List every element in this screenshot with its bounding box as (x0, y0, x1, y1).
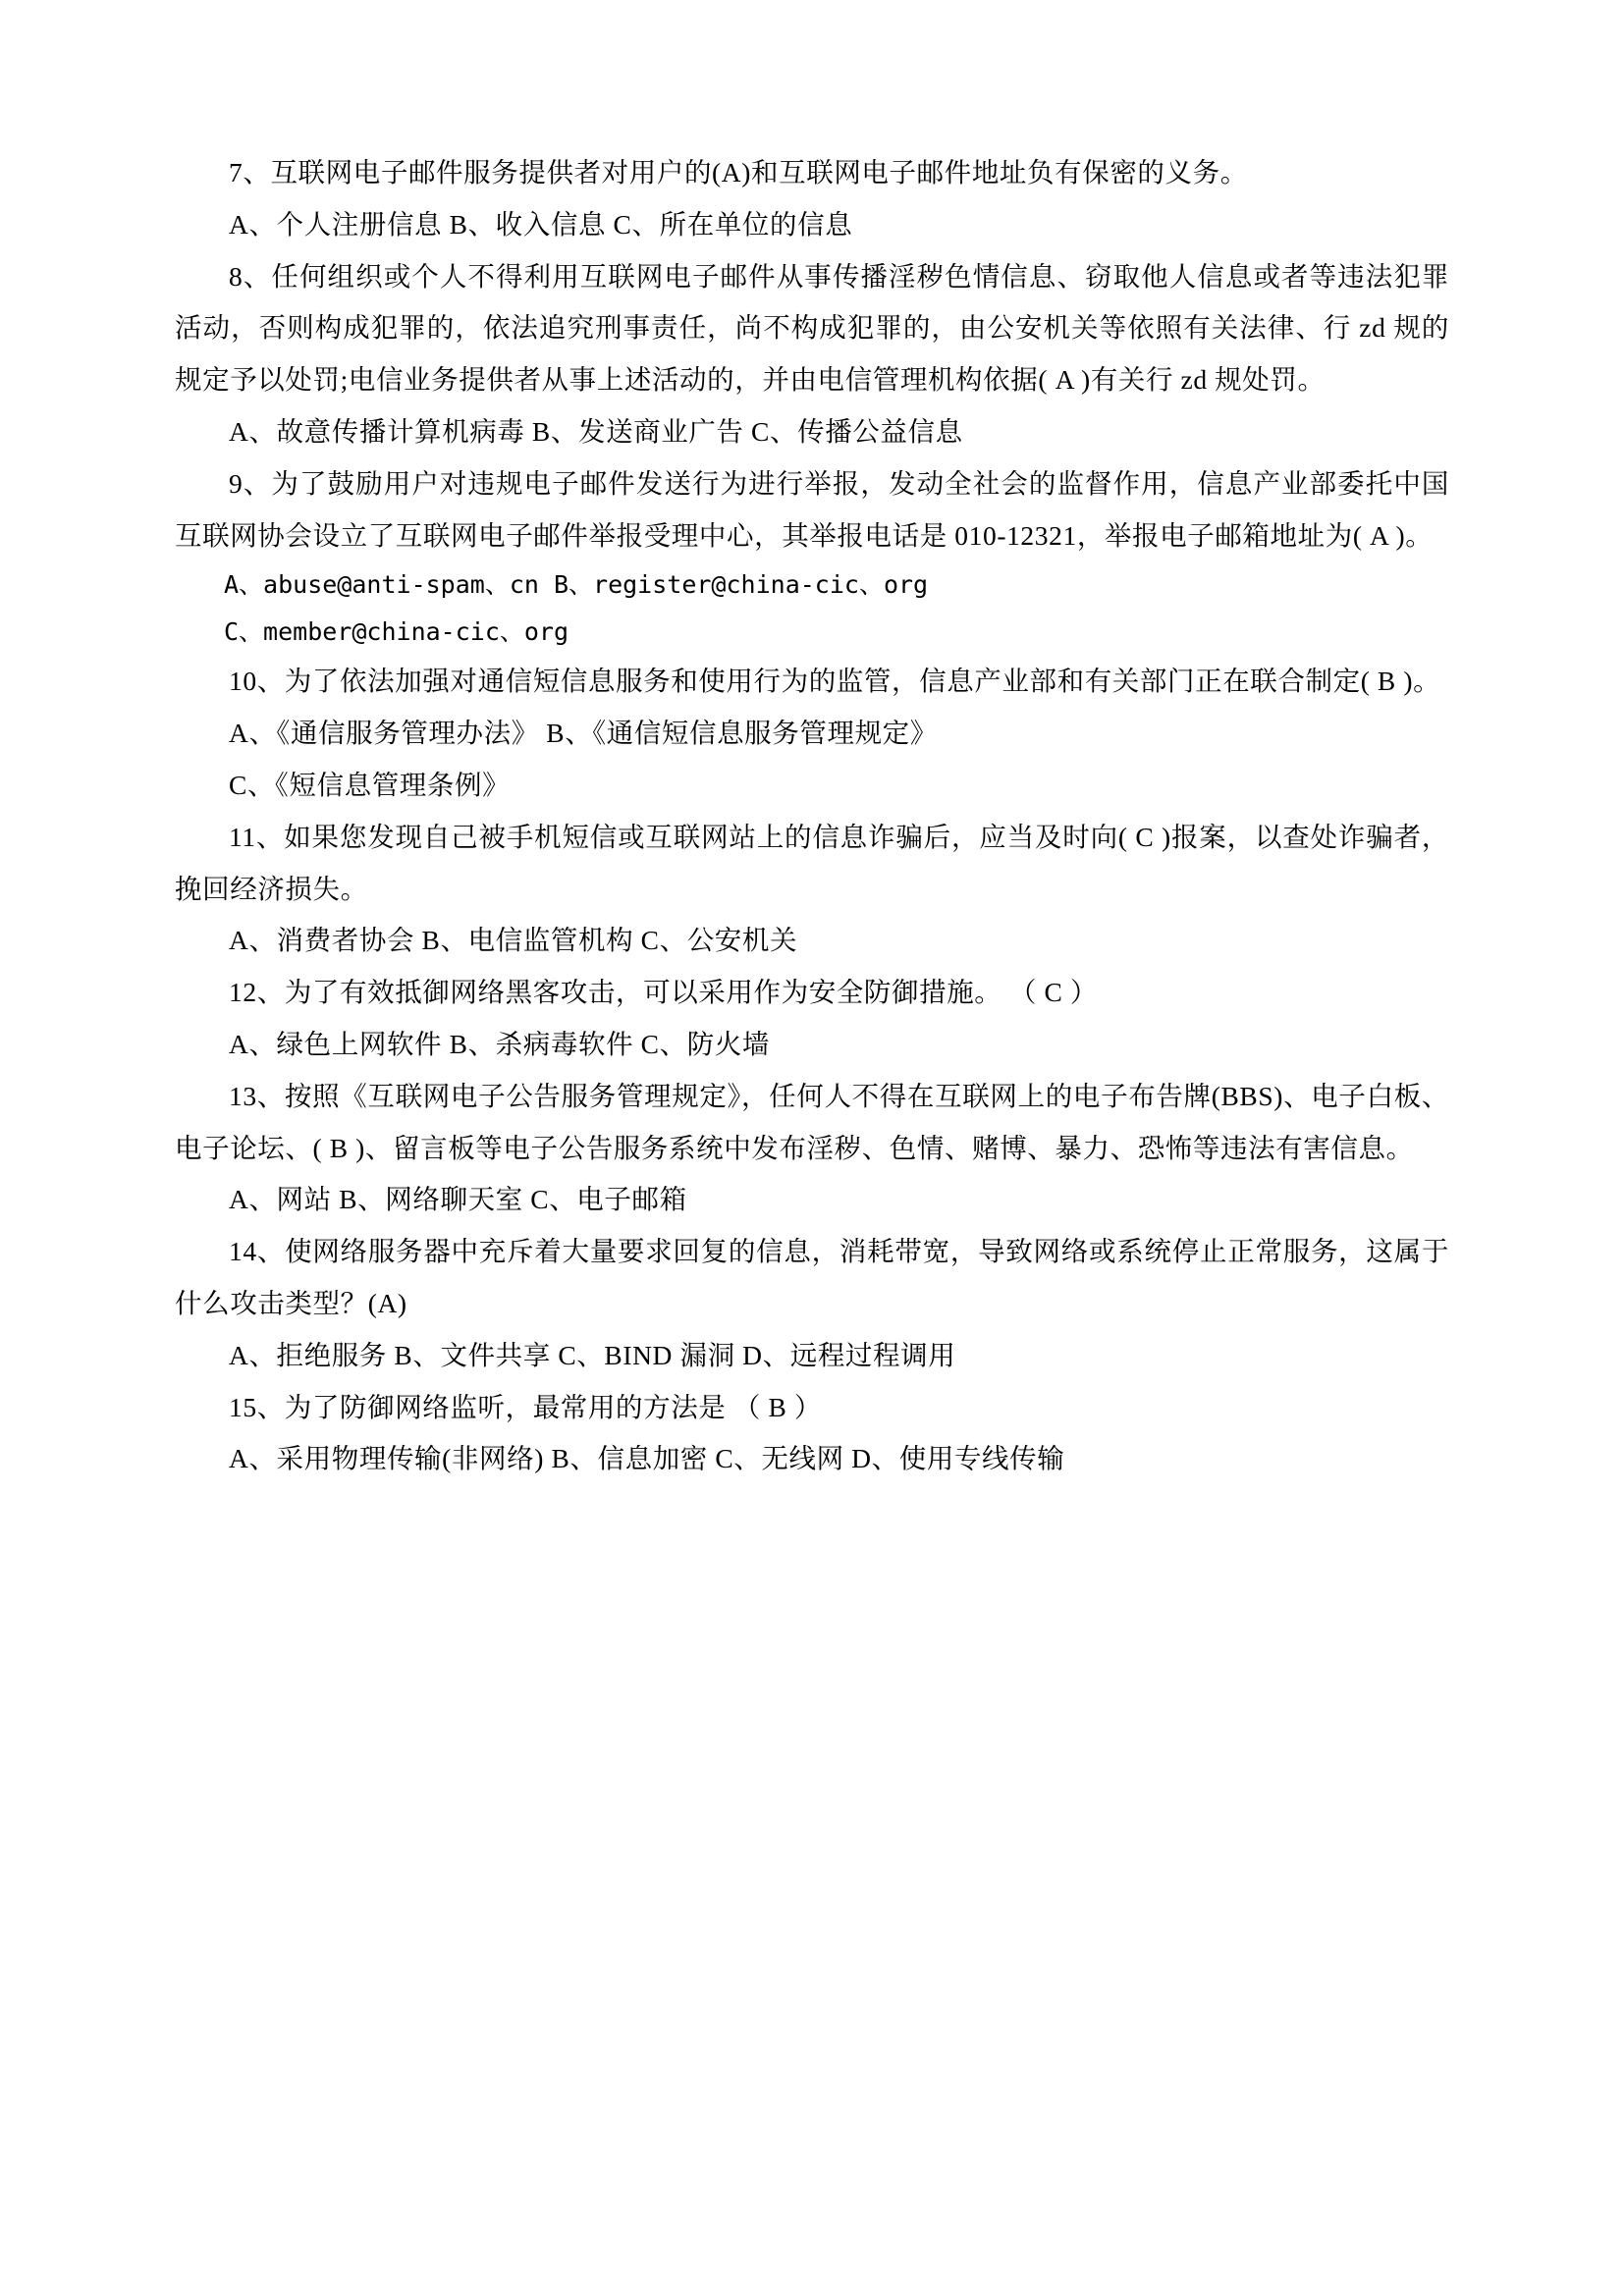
question-10-options-c: C、《短信息管理条例》 (229, 769, 511, 800)
question-8-options: A、故意传播计算机病毒 B、发送商业广告 C、传播公益信息 (229, 415, 963, 447)
question-15: 15、为了防御网络监听，最常用的方法是 （ B ） (229, 1391, 822, 1422)
question-13: 13、按照《互联网电子公告服务管理规定》，任何人不得在互联网上的电子布告牌(BBS)、电子白板、电子论坛、( B )、留言板等电子公告服务系统中发布淫秽、色情、赌博、暴力、恐怖等违法有害信息。 (175, 1080, 1449, 1163)
question-9-options-c: C、member@china-cic、org (224, 617, 569, 647)
question-14-options: A、拒绝服务 B、文件共享 C、BIND 漏洞 D、远程过程调用 (229, 1339, 956, 1370)
question-9-options-ab: A、abuse@anti-spam、cn B、register@china-cic、org (224, 570, 929, 600)
question-15-options: A、采用物理传输(非网络) B、信息加密 C、无线网 D、使用专线传输 (229, 1443, 1065, 1474)
document-body (175, 147, 1449, 1485)
question-10-options-ab: A、《通信服务管理办法》 B、《通信短信息服务管理规定》 (229, 718, 938, 749)
question-12: 12、为了有效抵御网络黑客攻击，可以采用作为安全防御措施。 （ C ） (229, 977, 1098, 1008)
question-7-options: A、个人注册信息 B、收入信息 C、所在单位的信息 (229, 208, 853, 240)
question-11: 11、如果您发现自己被手机短信或互联网站上的信息诈骗后，应当及时向( C )报案，以查处诈骗者，挽回经济损失。 (175, 821, 1449, 904)
question-8: 8、任何组织或个人不得利用互联网电子邮件从事传播淫秽色情信息、窃取他人信息或者等违法犯罪活动，否则构成犯罪的，依法追究刑事责任，尚不构成犯罪的，由公安机关等依照有关法律、行 zd 规的规定予以处罚;电信业务提供者从事上述活动的，并由电信管理机构依据( A )有关行 zd 规处罚。 (175, 260, 1449, 396)
question-12-options: A、绿色上网软件 B、杀病毒软件 C、防火墙 (229, 1028, 770, 1059)
question-7: 7、互联网电子邮件服务提供者对用户的(A)和互联网电子邮件地址负有保密的义务。 (229, 157, 1248, 187)
question-14: 14、使网络服务器中充斥着大量要求回复的信息，消耗带宽，导致网络或系统停止正常服务，这属于什么攻击类型？(A) (175, 1236, 1449, 1318)
question-11-options: A、消费者协会 B、电信监管机构 C、公安机关 (229, 925, 798, 956)
question-10: 10、为了依法加强对通信短信息服务和使用行为的监管，信息产业部和有关部门正在联合制定( B )。 (229, 666, 1441, 697)
question-13-options: A、网站 B、网络聊天室 C、电子邮箱 (229, 1184, 687, 1215)
question-9: 9、为了鼓励用户对违规电子邮件发送行为进行举报，发动全社会的监督作用，信息产业部委托中国互联网协会设立了互联网电子邮件举报受理中心，其举报电话是 010-12321，举报电子邮箱地址为( A )。 (175, 467, 1449, 551)
